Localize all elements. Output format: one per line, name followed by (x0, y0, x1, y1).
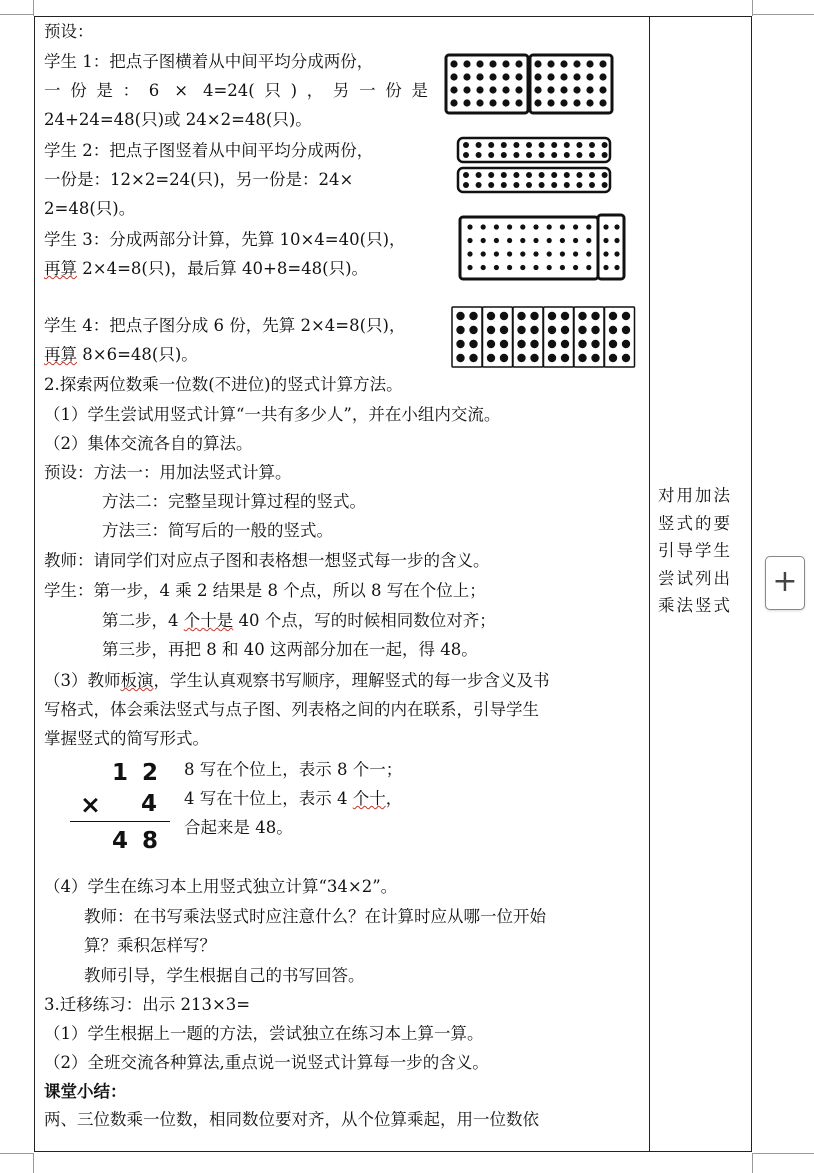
dot (513, 172, 519, 178)
dot (526, 182, 532, 188)
dot (603, 265, 608, 270)
dot (599, 99, 606, 106)
dot (602, 152, 608, 158)
dot (547, 238, 552, 243)
dot (539, 142, 545, 148)
wavy-word: 个十是 (183, 611, 234, 630)
dot (500, 354, 508, 362)
dot (591, 354, 599, 362)
dot (530, 326, 538, 334)
dot (450, 99, 457, 106)
dot (467, 265, 472, 270)
side-note-line: 尝试列出 (658, 568, 732, 588)
dot (530, 340, 538, 348)
dot (456, 354, 464, 362)
crop-mark-tr-v (752, 0, 753, 16)
dot (513, 152, 519, 158)
dot (573, 73, 580, 80)
dot (517, 354, 525, 362)
dot (560, 224, 565, 229)
dot (456, 326, 464, 334)
dot (560, 86, 567, 93)
student1-line2: 一份是：6 × 4=24(只)，另一份是 (44, 81, 428, 100)
dot (467, 251, 472, 256)
dot (476, 182, 482, 188)
dot (586, 99, 593, 106)
dot (599, 73, 606, 80)
dot (547, 224, 552, 229)
question-line3: 教师引导，学生根据自己的书写回答。 (84, 966, 365, 985)
dot (560, 73, 567, 80)
dot (560, 265, 565, 270)
side-note-line: 引导学生 (658, 541, 732, 560)
step3-line1 (44, 670, 550, 692)
dot (609, 326, 617, 334)
preset-heading: 预设： (44, 22, 94, 41)
dot (469, 340, 477, 348)
vertical-result: 4 8 (112, 828, 162, 854)
teacher-prompt: 教师：请同学们对应点子图和表格想一想竖式每一步的含义。 (44, 551, 490, 570)
dot (526, 152, 532, 158)
dot (591, 340, 599, 348)
dot (599, 86, 606, 93)
method1-text: 预设：方法一：用加法竖式计算。 (44, 463, 292, 482)
dot (547, 99, 554, 106)
crop-mark-tr (752, 14, 814, 15)
dot (488, 142, 494, 148)
dot (501, 142, 507, 148)
dot (548, 354, 556, 362)
dot (533, 238, 538, 243)
student4-line2-text: 8×6=48(只)。 (77, 345, 198, 364)
dot-figure-1-right (530, 55, 612, 113)
practice-line1: （1）学生根据上一题的方法，尝试独立在练习本上算一算。 (44, 1024, 484, 1043)
method2-text: 方法二：完整呈现计算过程的竖式。 (102, 492, 366, 511)
dot (586, 251, 591, 256)
dot (573, 251, 578, 256)
dot (576, 142, 582, 148)
dot (548, 340, 556, 348)
dot (463, 60, 470, 67)
dot (586, 238, 591, 243)
student3-line2 (44, 258, 368, 280)
dot (591, 312, 599, 320)
dot (547, 251, 552, 256)
dot (487, 326, 495, 334)
dot (489, 86, 496, 93)
side-note-line: 对用加法 (658, 486, 732, 505)
dot (530, 354, 538, 362)
crop-mark-tl (0, 14, 34, 15)
crop-mark-br (752, 1153, 814, 1154)
dot (551, 182, 557, 188)
dot (564, 172, 570, 178)
dot (520, 251, 525, 256)
dot (515, 73, 522, 80)
dot (469, 354, 477, 362)
dot (520, 238, 525, 243)
wavy-word: 再算 (44, 259, 77, 278)
dot (534, 60, 541, 67)
dot (573, 60, 580, 67)
dot (576, 152, 582, 158)
method3-text: 方法三：简写后的一般的竖式。 (102, 521, 333, 540)
dot (578, 340, 586, 348)
dot (481, 265, 486, 270)
dot (502, 86, 509, 93)
step3-post: ，学生认真观察书写顺序，理解竖式的每一步含义及书 (153, 671, 550, 690)
dot (560, 251, 565, 256)
dot (501, 152, 507, 158)
dot (586, 224, 591, 229)
dot (560, 60, 567, 67)
dot (564, 152, 570, 158)
dot (547, 60, 554, 67)
dot (551, 142, 557, 148)
dot (487, 312, 495, 320)
dot (476, 73, 483, 80)
dot (467, 224, 472, 229)
explain-line2 (184, 788, 402, 810)
dot (622, 340, 630, 348)
dot (476, 172, 482, 178)
dot (507, 265, 512, 270)
dot (573, 99, 580, 106)
summary-title: 课堂小结： (44, 1082, 127, 1101)
dot (489, 73, 496, 80)
dot (467, 238, 472, 243)
dot (456, 340, 464, 348)
dot (481, 251, 486, 256)
dot (456, 312, 464, 320)
dot (463, 73, 470, 80)
wavy-word: 个十 (352, 789, 386, 808)
dot (481, 224, 486, 229)
dot (614, 238, 619, 243)
student-step3: 第三步，再把 8 和 40 这两部分加在一起，得 48。 (102, 640, 478, 659)
dot (586, 265, 591, 270)
dot (548, 326, 556, 334)
dot (548, 312, 556, 320)
student2-line3: 2=48(只)。 (44, 199, 136, 218)
dot (589, 152, 595, 158)
multiply-sign: × (80, 790, 101, 819)
dot-frame (458, 168, 610, 192)
dot (573, 86, 580, 93)
dot (463, 86, 470, 93)
student-step1: 学生：第一步，4 乘 2 结果是 8 个点，所以 8 写在个位上； (44, 581, 486, 600)
step3-pre: （3）教师 (44, 671, 121, 690)
dot (515, 60, 522, 67)
dot (578, 354, 586, 362)
dot (469, 326, 477, 334)
crop-mark-tl-v (33, 0, 34, 16)
dot (476, 152, 482, 158)
dot (494, 265, 499, 270)
side-note-line: 竖式的要 (658, 513, 732, 533)
dot (603, 224, 608, 229)
dot (614, 251, 619, 256)
dot (517, 326, 525, 334)
dot (489, 99, 496, 106)
dot (476, 86, 483, 93)
wavy-word: 板演 (120, 671, 154, 690)
dot (589, 172, 595, 178)
dot (517, 312, 525, 320)
dot (520, 224, 525, 229)
dot (487, 354, 495, 362)
student3-line2-text: 2×4=8(只)，最后算 40+8=48(只)。 (77, 259, 369, 278)
dot (533, 251, 538, 256)
dot (515, 86, 522, 93)
dot (564, 142, 570, 148)
dot (487, 340, 495, 348)
step1-text: （1）学生尝试用竖式计算“一共有多少人”，并在小组内交流。 (44, 405, 501, 424)
step2-text: （2）集体交流各自的算法。 (44, 434, 253, 453)
dot (500, 312, 508, 320)
dot (502, 73, 509, 80)
dot-figure-1-left (446, 55, 528, 113)
dot-figure-1 (444, 53, 616, 115)
dot (481, 238, 486, 243)
dot (502, 99, 509, 106)
student4-line1: 学生 4：把点子图分成 6 份，先算 2×4=8(只)， (44, 316, 406, 335)
dot (488, 152, 494, 158)
student-step2-a: 第二步，4 (102, 611, 184, 630)
dot (534, 73, 541, 80)
dot-figure-4-parts (452, 307, 635, 367)
wavy-word: 再算 (44, 345, 77, 364)
dot (599, 60, 606, 67)
add-row-button[interactable]: + (765, 556, 805, 610)
dot (539, 182, 545, 188)
dot (513, 142, 519, 148)
dot (589, 142, 595, 148)
dot (520, 265, 525, 270)
dot (507, 224, 512, 229)
student2-line1: 学生 2：把点子图竖着从中间平均分成两份， (44, 141, 374, 160)
dot (622, 326, 630, 334)
dot (578, 326, 586, 334)
dot-figure-3-parts (460, 215, 624, 279)
dot-figure-4 (450, 305, 636, 369)
dot-figure-2-rows (458, 138, 610, 192)
dot (463, 99, 470, 106)
summary-text: 两、三位数乘一位数，相同数位要对齐，从个位算乘起，用一位数依 (44, 1110, 539, 1129)
vertical-top-number: 1 2 (112, 760, 162, 786)
dot (578, 312, 586, 320)
dot-frame (458, 138, 610, 162)
dot (463, 142, 469, 148)
question-line2: 算？乘积怎样写？ (84, 936, 216, 955)
dot (564, 182, 570, 188)
dot (533, 224, 538, 229)
dot-figure-3 (456, 213, 628, 283)
dot (507, 238, 512, 243)
dot (507, 251, 512, 256)
dot (463, 172, 469, 178)
dot (551, 172, 557, 178)
dot (476, 99, 483, 106)
explain-line1: 8 写在个位上，表示 8 个一； (184, 760, 403, 779)
dot (463, 182, 469, 188)
dot (547, 73, 554, 80)
dot (494, 224, 499, 229)
crop-mark-bl (0, 1153, 34, 1154)
dot (502, 60, 509, 67)
dot (534, 86, 541, 93)
dot-frame (598, 215, 624, 279)
dot (539, 152, 545, 158)
question-line1: 教师：在书写乘法竖式时应注意什么？在计算时应从哪一位开始 (84, 907, 546, 926)
dot (463, 152, 469, 158)
dot (551, 152, 557, 158)
dot (526, 172, 532, 178)
dot (576, 182, 582, 188)
dot (489, 60, 496, 67)
dot (526, 142, 532, 148)
dot (603, 251, 608, 256)
dot (488, 172, 494, 178)
dot (622, 354, 630, 362)
step4-text: （4）学生在练习本上用竖式独立计算“34×2”。 (44, 877, 398, 896)
dot (476, 142, 482, 148)
explain-line3: 合起来是 48。 (184, 818, 293, 837)
vertical-rule (70, 821, 170, 822)
dot (602, 142, 608, 148)
dot (560, 238, 565, 243)
dot (561, 340, 569, 348)
dot (500, 340, 508, 348)
student-step2-b: 40 个点，写的时候相同数位对齐； (233, 611, 496, 630)
section3-heading: 3.迁移练习：出示 213×3= (44, 995, 251, 1014)
student3-line1: 学生 3：分成两部分计算，先算 10×4=40(只)， (44, 230, 406, 249)
student2-line2: 一份是：12×2=24(只)，另一份是：24× (44, 170, 354, 189)
dot (476, 60, 483, 67)
dot (614, 265, 619, 270)
dot (450, 73, 457, 80)
explain-line2-a: 4 写在十位上，表示 4 (184, 789, 353, 808)
dot (450, 60, 457, 67)
dot (450, 86, 457, 93)
dot (602, 172, 608, 178)
dot (494, 251, 499, 256)
dot (609, 354, 617, 362)
dot (561, 354, 569, 362)
dot-figure-2 (456, 136, 616, 196)
section2-heading: 2.探索两位数乘一位数(不进位)的竖式计算方法。 (44, 375, 403, 394)
dot (586, 73, 593, 80)
dot (561, 326, 569, 334)
dot (576, 172, 582, 178)
dot (603, 238, 608, 243)
dot (501, 182, 507, 188)
side-note-line: 乘法竖式 (658, 596, 732, 615)
dot (609, 340, 617, 348)
dot (533, 265, 538, 270)
vertical-multiplier: 4 (141, 791, 158, 817)
student4-line2 (44, 344, 198, 366)
dot (547, 265, 552, 270)
dot (530, 312, 538, 320)
dot (586, 60, 593, 67)
practice-line2: （2）全班交流各种算法,重点说一说竖式计算每一步的含义。 (44, 1053, 489, 1072)
dot (500, 326, 508, 334)
dot (469, 312, 477, 320)
dot (622, 312, 630, 320)
dot (547, 86, 554, 93)
dot (501, 172, 507, 178)
crop-mark-bl-v (33, 1153, 34, 1173)
student-step2 (44, 610, 496, 632)
step3-line2: 写格式，体会乘法竖式与点子图、列表格之间的内在联系，引导学生 (44, 700, 539, 719)
dot (586, 86, 593, 93)
student1-line3: 24+24=48(只)或 24×2=48(只)。 (44, 110, 312, 129)
dot (573, 265, 578, 270)
student1-line1: 学生 1：把点子图横着从中间平均分成两份， (44, 52, 374, 71)
dot (517, 340, 525, 348)
dot (561, 312, 569, 320)
step3-line3: 掌握竖式的简写形式。 (44, 729, 209, 748)
dot (573, 238, 578, 243)
dot (534, 99, 541, 106)
explain-line2-b: ， (385, 789, 403, 808)
dot (494, 238, 499, 243)
dot (513, 182, 519, 188)
dot (614, 224, 619, 229)
dot (539, 172, 545, 178)
table-column-divider (649, 17, 650, 1151)
dot (591, 326, 599, 334)
dot (602, 182, 608, 188)
crop-mark-br-v (752, 1153, 753, 1173)
dot (609, 312, 617, 320)
dot (573, 224, 578, 229)
dot (515, 99, 522, 106)
side-note (658, 482, 744, 620)
dot (488, 182, 494, 188)
dot (589, 182, 595, 188)
dot (560, 99, 567, 106)
